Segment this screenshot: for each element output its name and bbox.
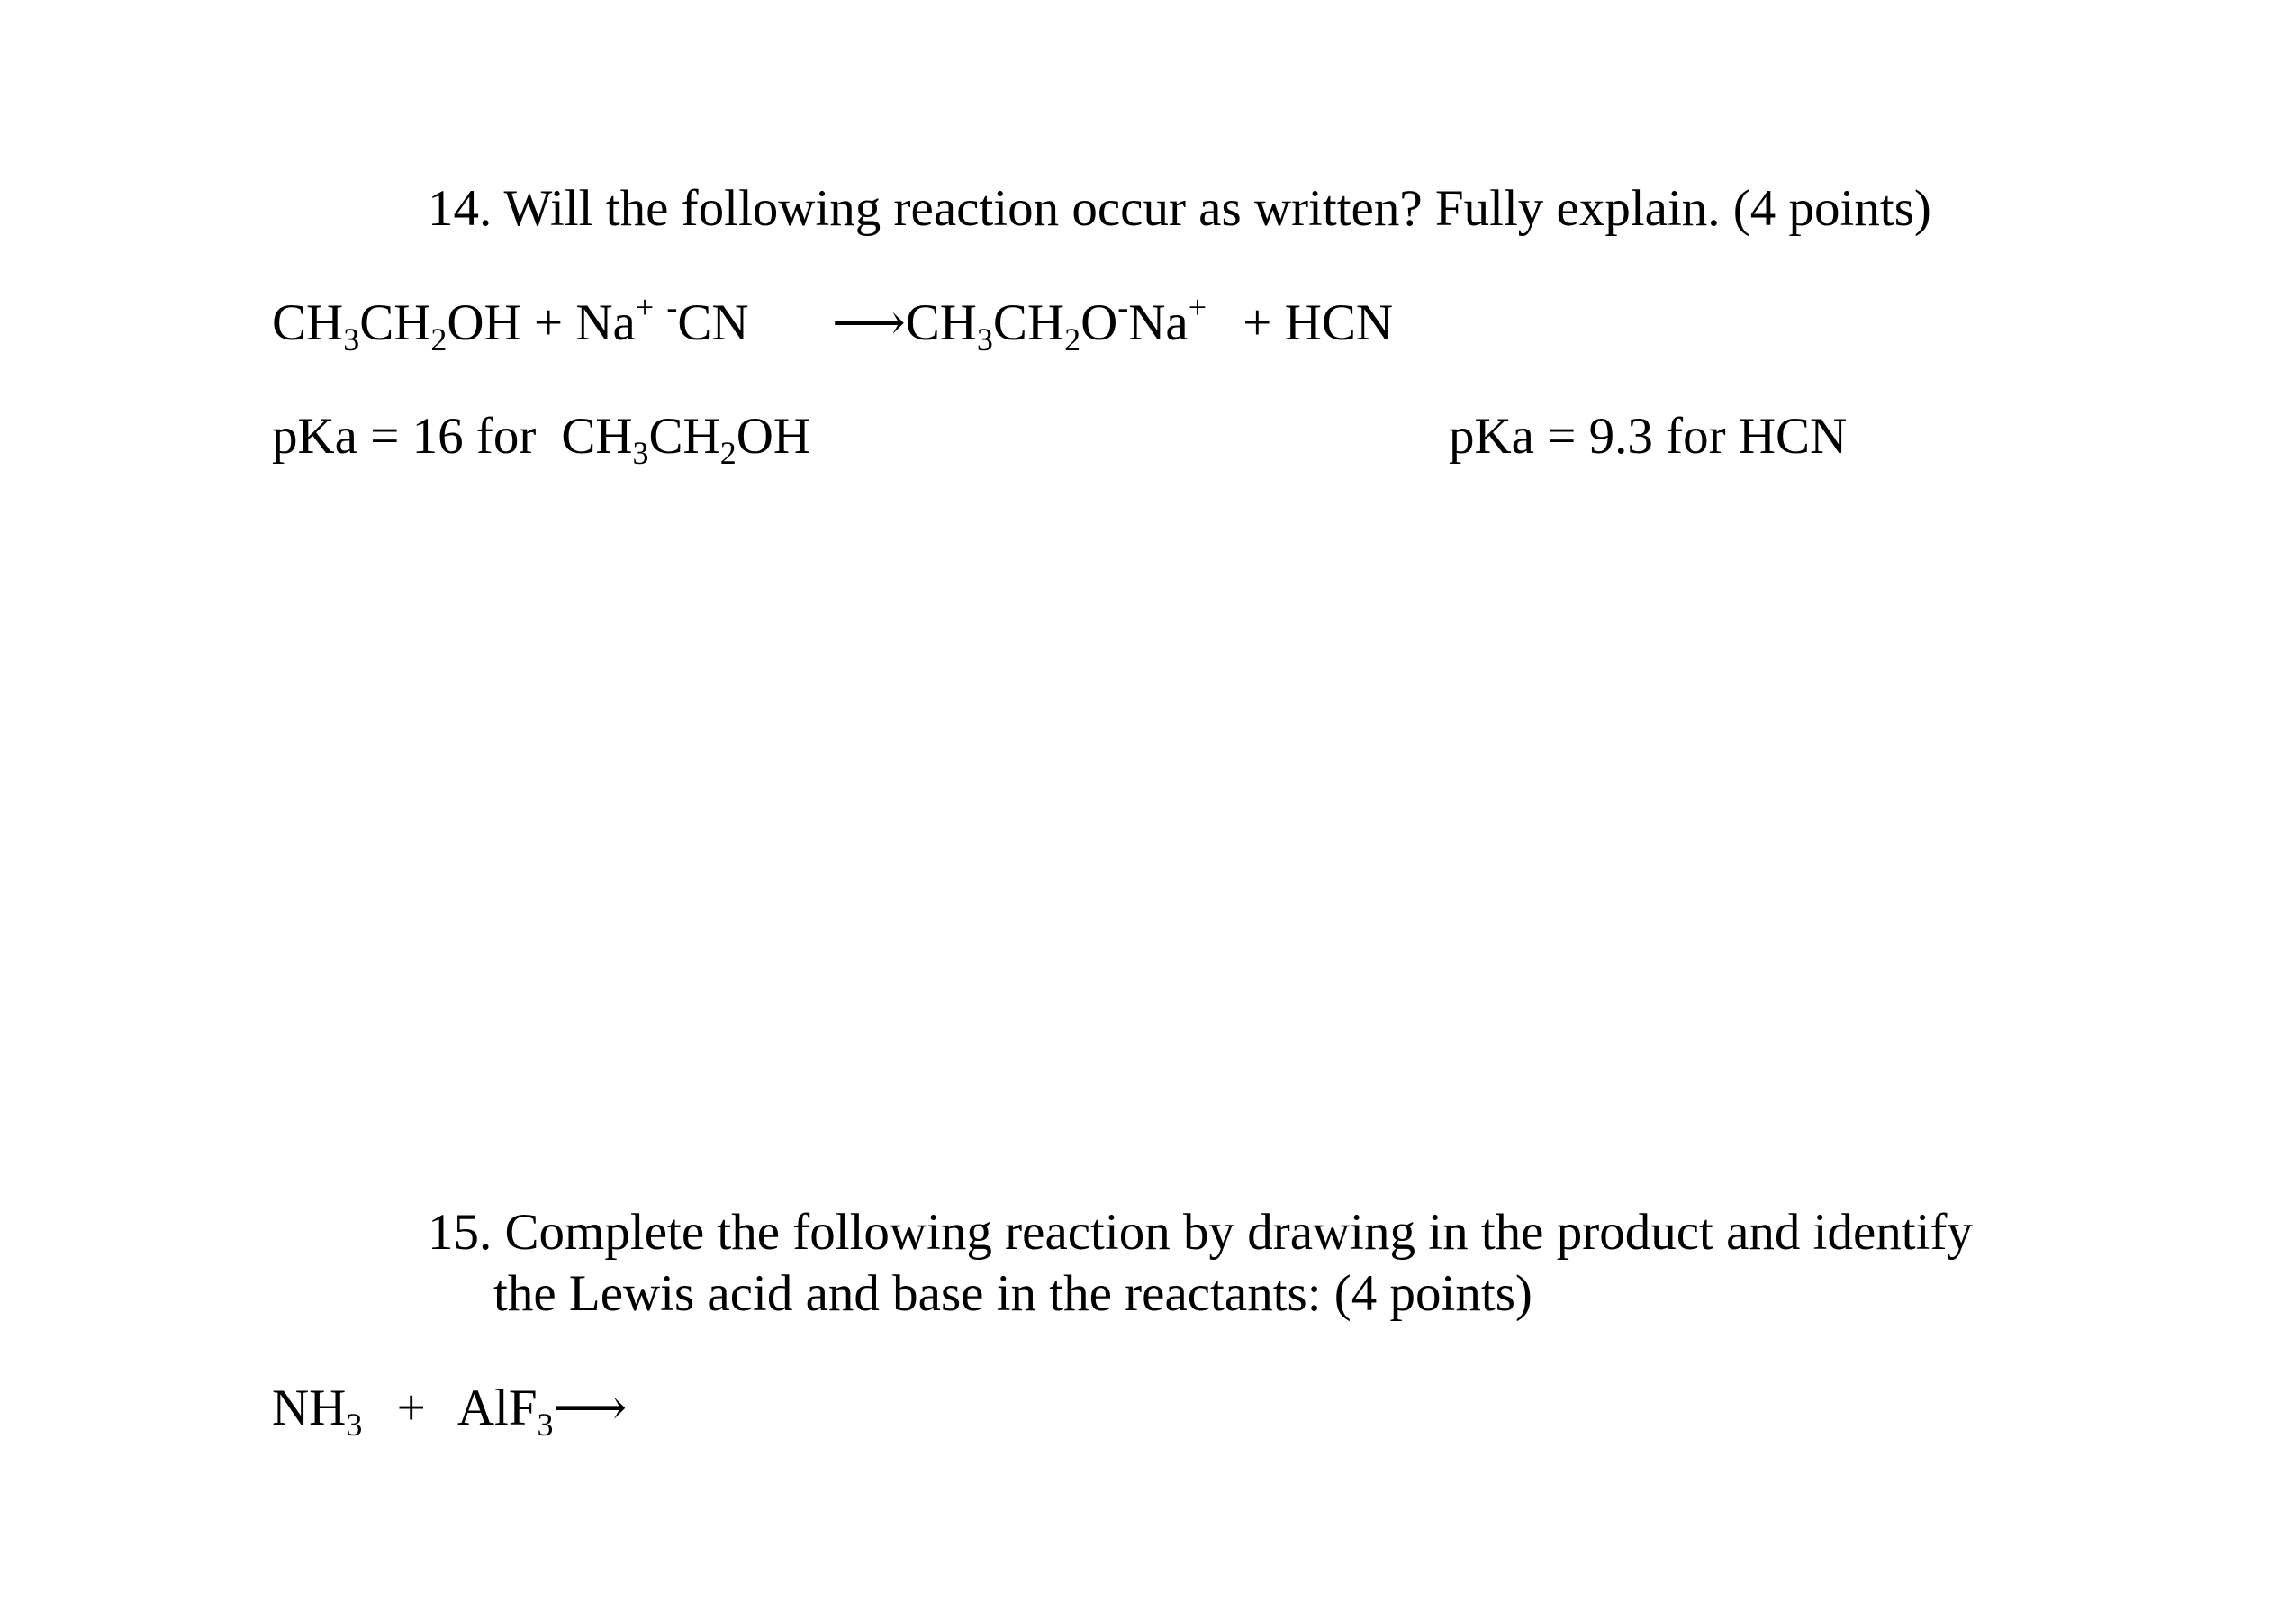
reactant-aluminum-fluoride: AlF$_3$ <box>456 1380 554 1443</box>
reaction-14-products <box>832 289 1394 357</box>
pka-ethanol: pKa = 16 for $CH_3CH_2OH$ <box>272 408 811 471</box>
reactant-ammonia: $NH_3$ <box>272 1380 363 1443</box>
plus-sign: + <box>1243 294 1272 351</box>
reactant-ethanol: $CH_3CH_2OH$ <box>272 294 521 357</box>
question-15-prompt-line2: the Lewis acid and base in the reactants: (4 points) <box>493 1265 1532 1322</box>
question-15-prompt-line1: 15. Complete the following reaction by drawing in the product and identify <box>428 1204 1973 1261</box>
pka-hcn: pKa = 9.3 for HCN <box>1449 408 1848 465</box>
plus-sign: + <box>396 1380 426 1436</box>
product-hcn: HCN <box>1284 294 1394 351</box>
product-sodium-ethoxide: $CH_3CH_2O^-Na^+$ <box>905 289 1207 357</box>
reaction-14-reactants <box>272 289 749 357</box>
reactant-sodium-cyanide: Na+ -CN <box>575 289 749 351</box>
reaction-arrow-icon: ⟶ <box>832 294 906 351</box>
reaction-15 <box>272 1380 628 1443</box>
question-14-prompt: 14. Will the following reaction occur as written? Fully explain. (4 points) <box>428 180 1931 237</box>
plus-sign: + <box>533 294 564 351</box>
reaction-arrow-icon: ⟶ <box>553 1380 628 1436</box>
